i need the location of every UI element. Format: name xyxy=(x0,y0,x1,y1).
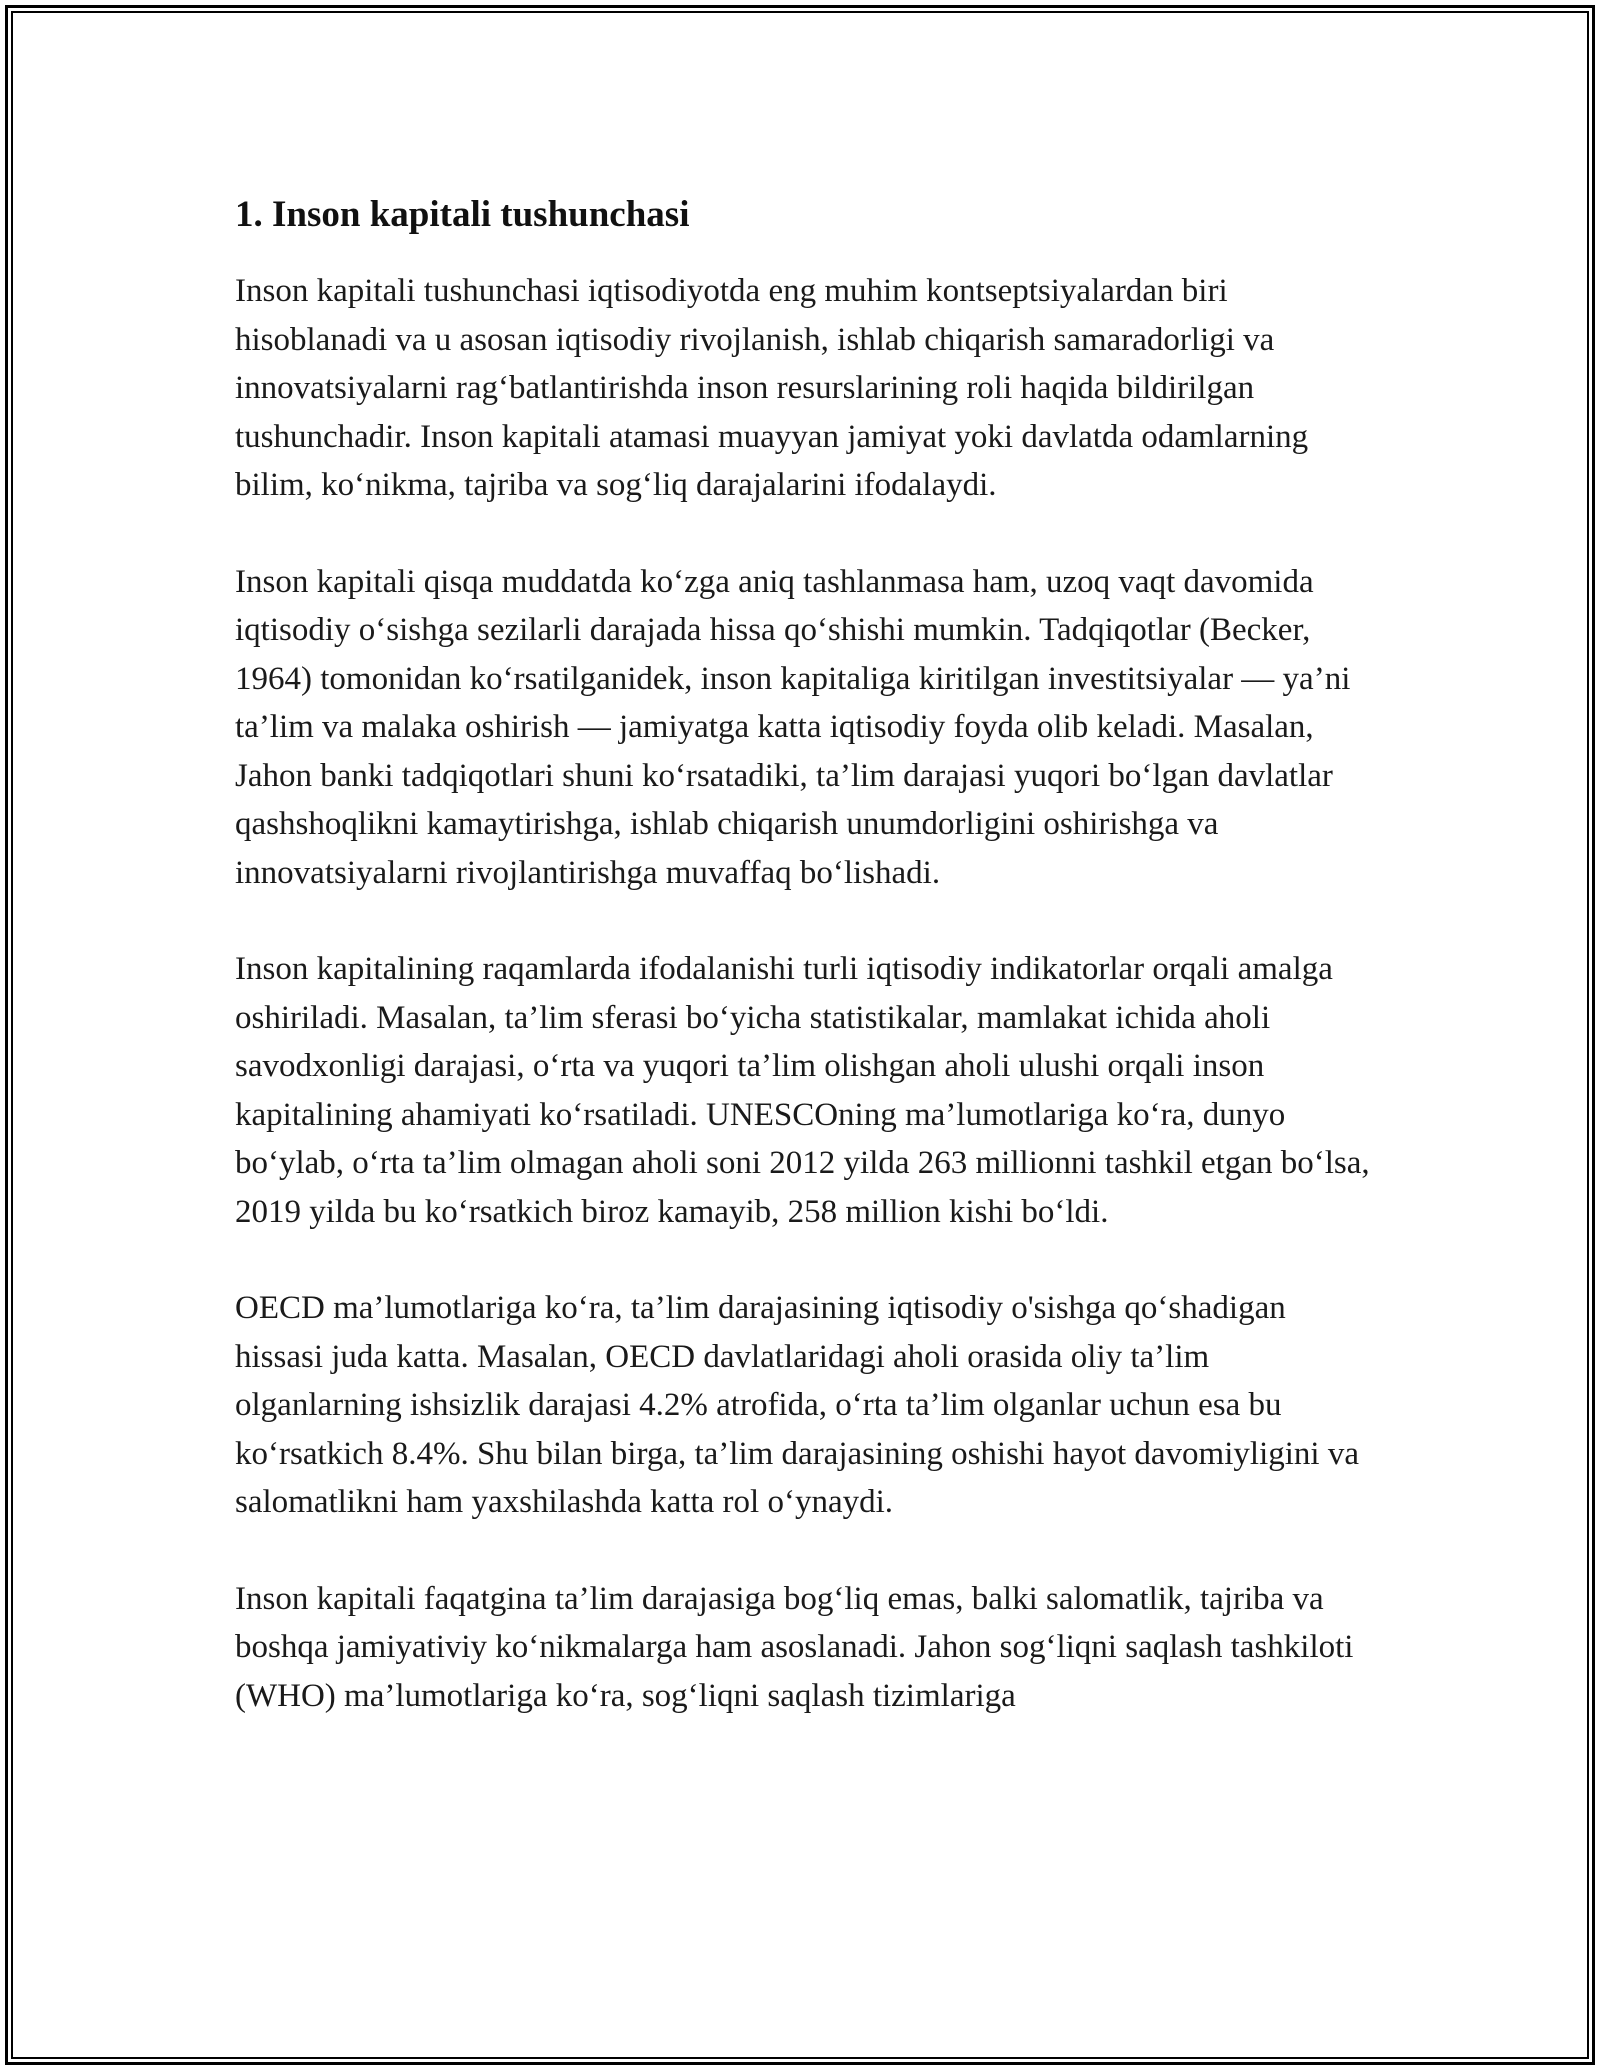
paragraph-4: OECD ma’lumotlariga ko‘ra, ta’lim darajasining iqtisodiy o'sishga qo‘shadigan hissasi juda katta. Masalan, OECD davlatlaridagi aholi orasida oliy ta’lim olganlarning ishsizlik darajasi 4.2% atrofida, o‘rta ta’lim olganlar uchun esa bu ko‘rsatkich 8.4%. Shu bilan birga, ta’lim darajasining oshishi hayot davomiyligini va salomatlikni ham yaxshilashda katta rol o‘ynaydi. xyxy=(235,1290,1359,1520)
paragraph-5: Inson kapitali faqatgina ta’lim darajasiga bog‘liq emas, balki salomatlik, tajriba va boshqa jamiyativiy ko‘nikmalarga ham asoslanadi. Jahon sog‘liqni saqlash tashkiloti (WHO) ma’lumotlariga ko‘ra, sog‘liqni saqlash tizimlariga xyxy=(235,1580,1354,1714)
section-heading: 1. Inson kapitali tushunchasi xyxy=(235,194,690,235)
paragraph-1: Inson kapitali tushunchasi iqtisodiyotda eng muhim kontseptsiyalardan biri hisoblanadi va u asosan iqtisodiy rivojlanish, ishlab chiqarish samaradorligi va innovatsiyalarni rag‘batlantirishda inson resurslarining roli haqida bildirilgan tushunchadir. Inson kapitali atamasi muayyan jamiyat yoki davlatda odamlarning bilim, ko‘nikma, tajriba va sog‘liq darajalarini ifodalaydi. xyxy=(235,273,1309,503)
document-body xyxy=(235,187,1375,1720)
paragraph-2: Inson kapitali qisqa muddatda ko‘zga aniq tashlanmasa ham, uzoq vaqt davomida iqtisodiy o‘sishga sezilarli darajada hissa qo‘shishi mumkin. Tadqiqotlar (Becker, 1964) tomonidan ko‘rsatilganidek, inson kapitaliga kiritilgan investitsiyalar — ya’ni ta’lim va malaka oshirish — jamiyatga katta iqtisodiy foyda olib keladi. Masalan, Jahon banki tadqiqotlari shuni ko‘rsatadiki, ta’lim darajasi yuqori bo‘lgan davlatlar qashshoqlikni kamaytirishga, ishlab chiqarish unumdorligini oshirishga va innovatsiyalarni rivojlantirishga muvaffaq bo‘lishadi. xyxy=(235,563,1351,891)
paragraph-3: Inson kapitalining raqamlarda ifodalanishi turli iqtisodiy indikatorlar orqali amalga oshiriladi. Masalan, ta’lim sferasi bo‘yicha statistikalar, mamlakat ichida aholi savodxonligi darajasi, o‘rta va yuqori ta’lim olishgan aholi ulushi orqali inson kapitalining ahamiyati ko‘rsatiladi. UNESCOning ma’lumotlariga ko‘ra, dunyo bo‘ylab, o‘rta ta’lim olmagan aholi soni 2012 yilda 263 millionni tashkil etgan bo‘lsa, 2019 yilda bu ko‘rsatkich biroz kamayib, 258 million kishi bo‘ldi. xyxy=(235,951,1370,1230)
